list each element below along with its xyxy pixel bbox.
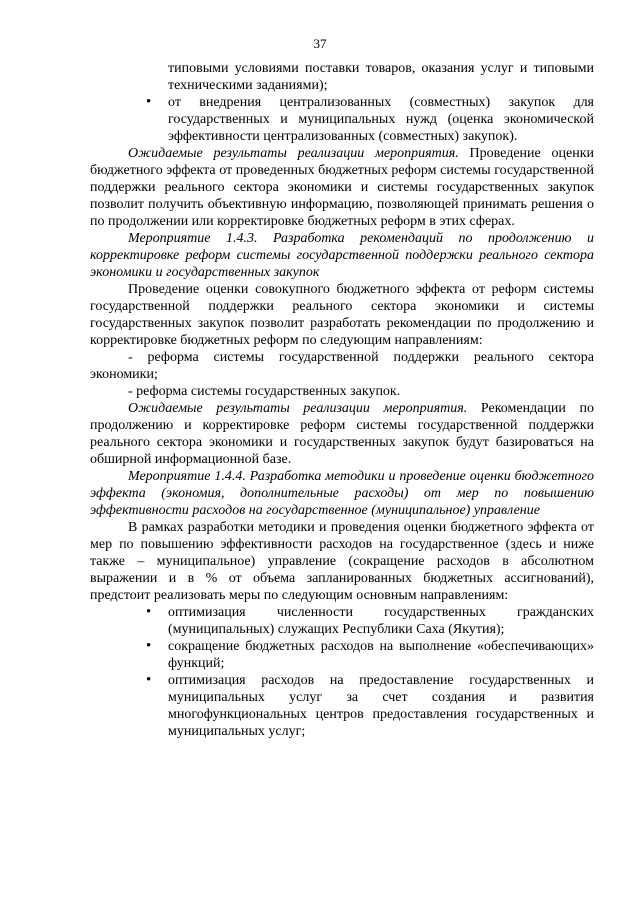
heading-measure-1-4-4: Мероприятие 1.4.4. Разработка методики и проведение оценки бюджетного эффекта (экономия, дополнительные расходы) от мер по повышению эффективности расходов на государственное (муниципальное) управление [90, 469, 594, 518]
list-item: • от внедрения централизованных (совместных) закупок для государственных и муниципальных нужд (оценка экономической эффективности централизованных (совместных) закупок). [90, 94, 594, 145]
dash-item: - реформа системы государственной поддержки реального сектора экономики; [90, 350, 594, 382]
list-item: • сокращение бюджетных расходов на выполнение «обеспечивающих» функций; [90, 638, 594, 672]
paragraph-expected-results-2 [90, 400, 594, 468]
bullet-list-bottom [90, 604, 594, 740]
paragraph-text: Рекомендации по продолжению и корректировке реформ системы государственной поддержки реального сектора экономики и государственных закупок будут базироваться на обширной информационной базе. [90, 401, 594, 467]
continued-bullet-text: типовыми условиями поставки товаров, оказания услуг и типовыми техническими заданиями); [168, 61, 594, 93]
heading-measure-1-4-3: Мероприятие 1.4.3. Разработка рекомендаций по продолжению и корректировке реформ системы государственной поддержки реального сектора экономики и государственных закупок [90, 231, 594, 280]
paragraph-expected-results-1 [90, 145, 594, 230]
paragraph-text: Проведение оценки бюджетного эффекта от проведенных бюджетных реформ системы государственной поддержки реального сектора экономики и системы государственных закупок позволит получить объективную информацию, позволяющей принимать решения о по продолжении или корректировке бюджетных реформ в этих сферах. [90, 146, 594, 229]
paragraph-recommendations: Проведение оценки совокупного бюджетного эффекта от реформ системы государственной поддержки реального сектора экономики и системы государственных закупок позволит разработать рекомендации по продолжению и корректировке бюджетных реформ по следующим направлениям: [90, 282, 594, 348]
italic-lead: Ожидаемые результаты реализации мероприятия. [128, 401, 468, 416]
italic-lead: Ожидаемые результаты реализации мероприятия. [128, 146, 459, 161]
page-number: 37 [313, 36, 327, 51]
dash-item: - реформа системы государственных закупок. [128, 384, 401, 399]
paragraph-methodology: В рамках разработки методики и проведения оценки бюджетного эффекта от мер по повышению эффективности расходов на государственное (здесь и ниже также – муниципальное) управление (сокращение расходов в абсолютном выражении и в % от объема запланированных бюджетных ассигнований), предстоит реализовать меры по следующим основным направлениям: [90, 520, 594, 603]
list-item: • оптимизация расходов на предоставление государственных и муниципальных услуг за счет создания и развития многофункциональных центров предоставления государственных и муниципальных услуг; [90, 672, 594, 740]
list-item: • оптимизация численности государственных гражданских (муниципальных) служащих Республики Саха (Якутия); [90, 604, 594, 638]
document-body [90, 60, 594, 740]
bullet-list-top [90, 94, 594, 145]
